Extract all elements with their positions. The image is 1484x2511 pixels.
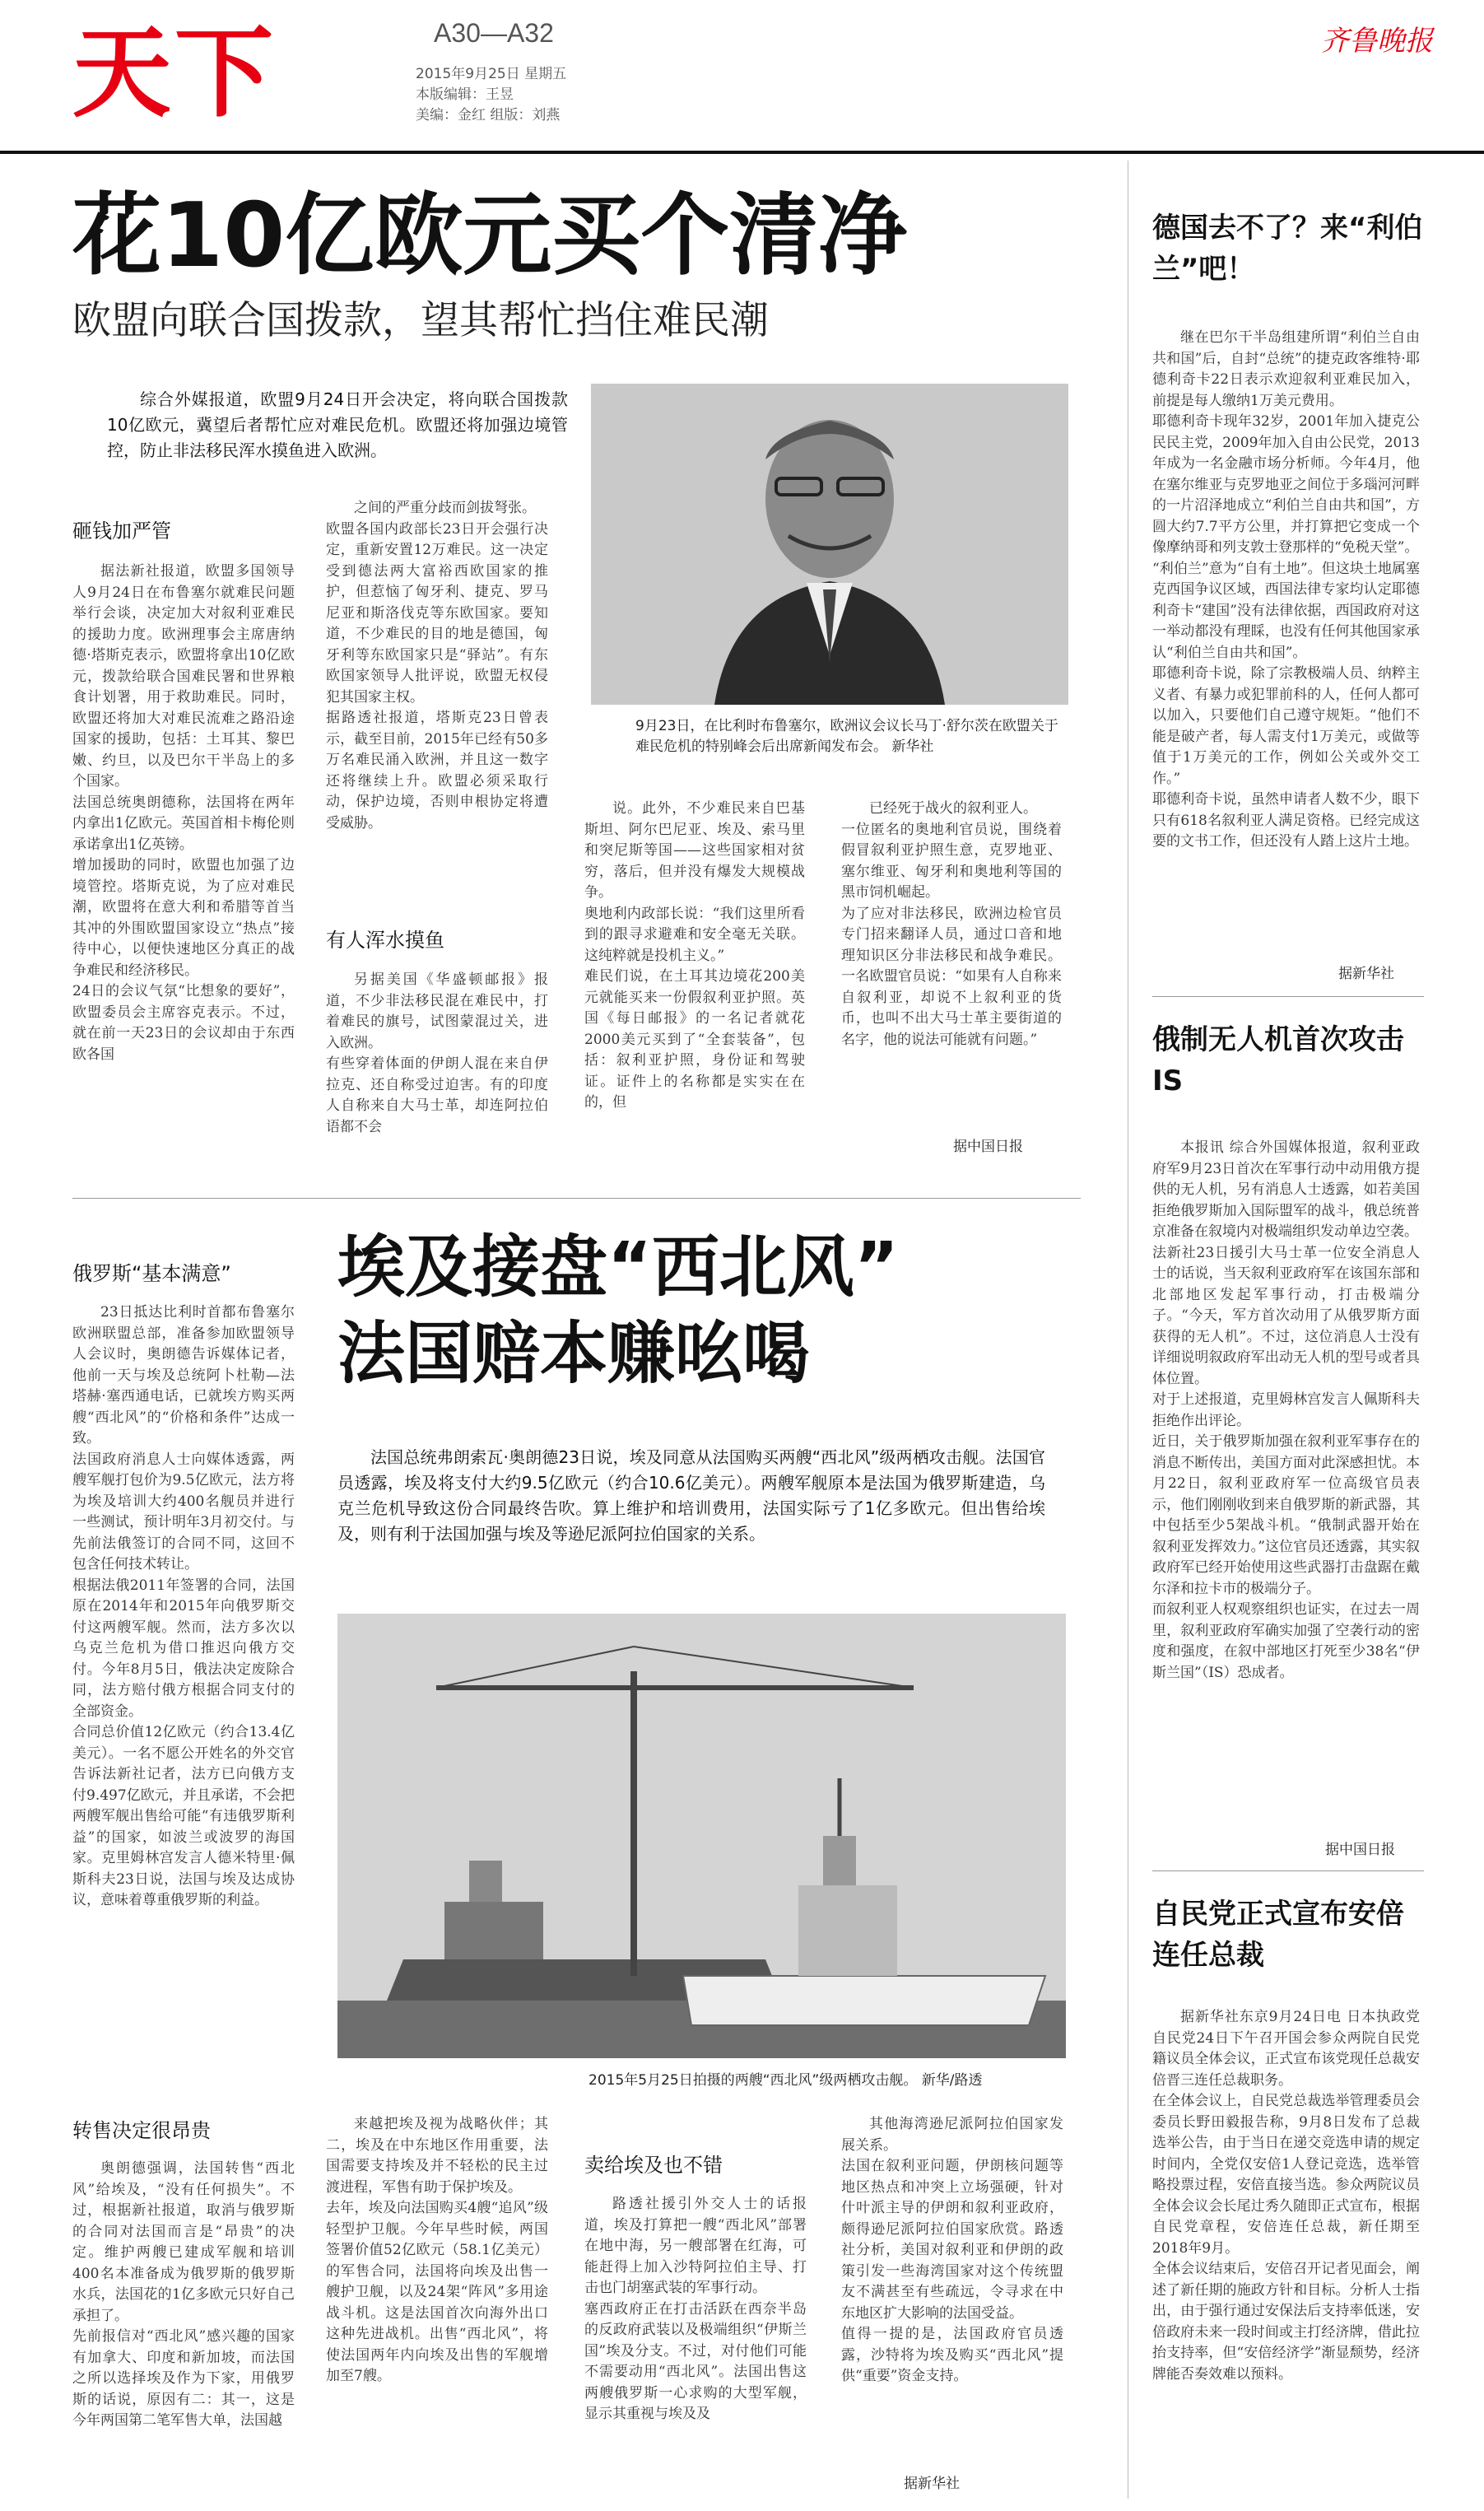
article2-column-2: 奥朗德强调，法国转售“西北风”给埃及，“没有任何损失”。不过，根据新社报道，取消与俄罗斯的合同对法国而言是“昂贵”的决定。维护两艘已建成军舰和培训400名本准备成为俄罗斯的俄罗斯水兵，法国花的1亿多欧元只好自己承担了。 先前报信对“西北风”感兴趣的国家有加拿大、印度和新加坡，而法国之所以选择埃及作为下家，用俄罗斯的话说，原因有二：其一，这是今年两国第二笔军售大单，法国越 [72, 2160, 295, 2429]
schulz-photo [591, 384, 1068, 705]
article2-title-line2: 法国赔本赚吆喝 [337, 1315, 811, 1393]
sidebar-body-3: 据新华社东京9月24日电 日本执政党自民党24日下午召开国会参众两院自民党籍议员全体会议，正式宣布该党现任总裁安倍晋三连任总裁职务。 在全体会议上，自民党总裁选举管理委员会委员长野田毅报告称，9月8日发布了总裁选举公告，由于当日在递交竞选申请的规定时间内，全党仅安倍1人登记竞选，选举管略投票过程，安倍直接当选。参众两院议员全体会议会长尾辻秀久随即正式宣布，根据自民党章程，安倍连任总裁，新任期至2018年9月。 全体会议结束后，安倍召开记者见面会，阐述了新任期的施政方针和目标。分析人士指出，由于强行通过安保法后支持率低迷，安倍政府未来一段时间或主打经济牌，借此拉抬支持率，但“安倍经济学”渐显颓势，经济牌能否奏效难以预料。 [1152, 2009, 1420, 2383]
article2-lede: 法国总统弗朗索瓦·奥朗德23日说，埃及同意从法国购买两艘“西北风”级两栖攻击舰。法国官员透露，埃及将支付大约9.5亿欧元（约合10.6亿美元）。两艘军舰原本是法国为俄罗斯建造，乌克兰危机导致这份合同最终告吹。算上维护和培训费用，法国实际亏了1亿多欧元。但出售给埃及，则有利于法国加强与埃及等逊尼派阿拉伯国家的关系。 [337, 1447, 1045, 1544]
mistral-ships-photo [337, 1614, 1066, 2058]
article1-column-3: 另据美国《华盛顿邮报》报道，不少非法移民混在难民中，打着难民的旗号，试图蒙混过关，进入欧洲。 有些穿着体面的伊朗人混在来自伊拉克、还自称受过迫害。有的印度人自称来自大马士革，却连阿拉伯语都不会 [326, 971, 548, 1135]
sidebar-source-2: 据中国日报 [1325, 1842, 1395, 1858]
sidebar-title-3: 自民党正式宣布安倍连任总裁 [1152, 1898, 1404, 1972]
article2-column-3: 来越把埃及视为战略伙伴；其二，埃及在中东地区作用重要，法国需要支持埃及并不轻松的民主过渡进程，军售有助于保护埃及。 去年，埃及向法国购买4艘“追风”级轻型护卫舰。今年早些时候，两国签署价值52亿欧元（58.1亿美元）的军售合同，法国将向埃及出售一艘护卫舰，以及24架“阵风”多用途战斗机。这是法国首次向海外出口这种先进战机。出售“西北风”，将使法国两年内向埃及出售的军舰增加至7艘。 [326, 2116, 548, 2384]
sidebar-title-1: 德国去不了？来“利伯兰”吧！ [1152, 212, 1423, 286]
article1-column-4: 说。此外，不少难民来自巴基斯坦、阿尔巴尼亚、埃及、索马里和突尼斯等国——这些国家相对贫穷，落后，但并没有爆发大规模战争。 奥地利内政部长说：“我们这里所看到的跟寻求避难和安全毫无关联。这纯粹就是投机主义。” 难民们说，在土耳其边境花200美元就能买来一份假叙利亚护照。英国《每日邮报》的一名记者就花2000美元买到了“全套装备”，包括：叙利亚护照，身份证和驾驶证。证件上的名称都是实实在在的，但 [584, 800, 805, 1111]
article1-column-5: 已经死于战火的叙利亚人。 一位匿名的奥地利官员说，围绕着假冒叙利亚护照生意，克罗地亚、塞尔维亚、匈牙利和奥地利等国的黑市饲机崛起。 为了应对非法移民，欧洲边检官员专门招来翻译人员，通过口音和地理知识区分非法移民和战争难民。一名欧盟官员说：“如果有人自称来自叙利亚，却说不上叙利亚的货币，也叫不出大马士革主要街道的名字，他的说法可能就有问题。” [841, 800, 1062, 1048]
header-rule [0, 151, 1484, 154]
page-range: A30—A32 [434, 18, 554, 48]
article2-subhead-2: 转售决定很昂贵 [72, 2119, 211, 2142]
newspaper-name: 齐鲁晚报 [1321, 25, 1433, 58]
sidebar-body-2: 本报讯 综合外国媒体报道，叙利亚政府军9月23日首次在军事行动中动用俄方提供的无人机，另有消息人士透露，如若美国拒绝俄罗斯加入国际盟军的战斗，俄总统普京准备在叙境内对极端组织发动单边空袭。 法新社23日援引大马士革一位安全消息人士的话说，当天叙利亚政府军在该国东部和北部地区发起军事行动，打击极端分子。“今天，军方首次动用了从俄罗斯方面获得的无人机”。不过，这位消息人士没有详细说明叙政府军出动无人机的型号或者具体位置。 对于上述报道，克里姆林宫发言人佩斯科夫拒绝作出评论。 近日，关于俄罗斯加强在叙利亚军事存在的消息不断传出，美国方面对此深感担忧。本月22日，叙利亚政府军一位高级官员表示，他们刚刚收到来自俄罗斯的新武器，其中包括至少5架战斗机。“俄制武器开始在叙利亚发挥效力。”这位官员还透露，其实叙政府军已经开始使用这些武器打击盘踞在戴尔泽和拉卡市的极端分子。 而叙利亚人权观察组织也证实，在过去一周里，叙利亚政府军确实加强了空袭行动的密度和强度，在叙中部地区打死至少38名“伊斯兰国”（IS）恐成者。 [1152, 1139, 1420, 1681]
article1-column-1: 据法新社报道，欧盟多国领导人9月24日在布鲁塞尔就难民问题举行会谈，决定加大对叙利亚难民的援助力度。欧洲理事会主席唐纳德·塔斯克表示，欧盟将拿出10亿欧元，拨款给联合国难民署和世界粮食计划署，用于救助难民。同时，欧盟还将加大对难民流难之路沿途国家的援助，包括：土耳其、黎巴嫩、约旦，以及巴尔干半岛上的多个国家。 法国总统奥朗德称，法国将在两年内拿出1亿欧元。英国首相卡梅伦则承诺拿出1亿英镑。 增加援助的同时，欧盟也加强了边境管控。塔斯克说，为了应对难民潮，欧盟将在意大利和希腊等首当其冲的外围欧盟国家设立“热点”接待中心，以便快速地区分真正的战争难民和经济移民。 24日的会议气氛“比想象的要好”，欧盟委员会主席容克表示。不过，就在前一天23日的会议却由于东西欧各国 [72, 563, 295, 1063]
article2-column-5: 其他海湾逊尼派阿拉伯国家发展关系。 法国在叙利亚问题，伊朗核问题等地区热点和冲突上立场强硬，针对什叶派主导的伊朗和叙利亚政府，颇得逊尼派阿拉伯国家欣赏。路透社分析，美国对叙利亚和伊朗的政策引发一些海湾国家对这个传统盟友不满甚至有些疏远，令寻求在中东地区扩大影响的法国受益。 值得一提的是，法国政府官员透露，沙特将为埃及购买“西北风”提供“重要”资金支持。 [841, 2116, 1063, 2384]
article-divider [72, 1198, 1081, 1199]
article2-source: 据新华社 [904, 2476, 960, 2492]
article2-column-4: 路透社援引外交人士的话报道，埃及打算把一艘“西北风”部署在地中海，另一艘部署在红海，可能赶得上加入沙特阿拉伯主导、打击也门胡塞武装的军事行动。 塞西政府正在打击活跃在西奈半岛的反政府武装以及极端组织“伊斯兰国”埃及分支。不过，对付他们可能不需要动用“西北风”。法国出售这两艘俄罗斯一心求购的大型军舰，显示其重视与埃及及 [584, 2196, 807, 2422]
issue-editor: 本版编辑：王昱 [416, 86, 514, 103]
article1-subhead-2: 有人浑水摸鱼 [326, 929, 444, 952]
sidebar-title-2: 俄制无人机首次攻击IS [1152, 1023, 1404, 1097]
article2-subhead-3: 卖给埃及也不错 [584, 2154, 723, 2177]
article1-subtitle: 欧盟向联合国拨款，望其帮忙挡住难民潮 [72, 298, 769, 343]
sidebar-source-1: 据新华社 [1338, 966, 1394, 982]
article1-title: 花10亿欧元买个清净 [72, 184, 908, 287]
sidebar-rule-2 [1152, 1870, 1424, 1871]
issue-info [416, 64, 566, 126]
sidebar-body-1: 继在巴尔干半岛组建所谓“利伯兰自由共和国”后，自封“总统”的捷克政客维特·耶德利奇卡22日表示欢迎叙利亚难民加入，前提是每人缴纳1万美元费用。 耶德利奇卡现年32岁，2001年加入捷克公民民主党，2009年加入自由公民党，2013年成为一名金融市场分析师。今年4月，他在塞尔维亚与克罗地亚之间位于多瑙河河畔的一片沼泽地成立“利伯兰自由共和国”，方圆大约7.7平方公里，并打算把它变成一个像摩纳哥和列支敦士登那样的“免税天堂”。 “利伯兰”意为“自有土地”。但这块土地属塞克西国争议区域，西国法律专家均认定耶德利奇卡“建国”没有法律依据，西国政府对这一举动都没有理睬，也没有任何其他国家承认“利伯兰自由共和国”。 耶德利奇卡说，除了宗教极端人员、纳粹主义者、有暴力或犯罪前科的人，任何人都可以加入，只要他们自己遵守规矩。“他们不能是破产者，每人需支付1万美元，或做等值于1万美元的工作，例如公关或外交工作。” 耶德利奇卡说，虽然申请者人数不少，眼下只有618名叙利亚人满足资格。已经完成这要的文书工作，但还没有人踏上这片土地。 [1152, 329, 1420, 850]
article1-source: 据中国日报 [953, 1139, 1023, 1155]
section-logo: 天下 [72, 16, 277, 131]
article1-subhead-1: 砸钱加严管 [72, 519, 171, 543]
article2-subhead-1: 俄罗斯“基本满意” [72, 1262, 231, 1285]
article1-lede: 综合外媒报道，欧盟9月24日开会决定，将向联合国拨款10亿欧元，冀望后者帮忙应对难民危机。欧盟还将加强边境管控，防止非法移民浑水摸鱼进入欧洲。 [107, 389, 568, 460]
article2-column-1: 23日抵达比利时首都布鲁塞尔欧洲联盟总部，准备参加欧盟领导人会议时，奥朗德告诉媒体记者，他前一天与埃及总统阿卜杜勒—法塔赫·塞西通电话，已就埃方购买两艘“西北风”的“价格和条件”达成一致。 法国政府消息人士向媒体透露，两艘军舰打包价为9.5亿欧元，法方将为埃及培训大约400名舰员并进行一些测试，预计明年3月初交付。与先前法俄签订的合同不同，这回不包含任何技术转让。 根据法俄2011年签署的合同，法国原在2014年和2015年向俄罗斯交付这两艘军舰。然而，法方多次以乌克兰危机为借口推迟向俄方交付。今年8月5日，俄法决定废除合同，法方赔付俄方根据合同支付的全部资金。 合同总价值12亿欧元（约合13.4亿美元）。一名不愿公开姓名的外交官告诉法新社记者，法方已向俄方支付9.497亿欧元，并且承诺，不会把两艘军舰出售给可能“有违俄罗斯利益”的国家，如波兰或波罗的海国家。克里姆林宫发言人德米特里·佩斯科夫23日说，法国与埃及达成协议，意味着尊重俄罗斯的利益。 [72, 1304, 295, 1908]
issue-design: 美编：金红 组版：刘燕 [416, 107, 561, 123]
sidebar-rule-1 [1152, 996, 1424, 997]
article1-column-2: 之间的严重分歧而剑拔弩张。 欧盟各国内政部长23日开会强行决定，重新安置12万难民。这一决定受到德法两大富裕西欧国家的推护，但惹恼了匈牙利、捷克、罗马尼亚和斯洛伐克等东欧国家。要知道，不少难民的目的地是德国，匈牙利等东欧国家只是“驿站”。有东欧国家领导人批评说，欧盟无权侵犯其国家主权。 据路透社报道，塔斯克23日曾表示，截至目前，2015年已经有50多万名难民涌入欧洲，并且这一数字还将继续上升。欧盟必须采取行动，保护边境，否则申根协定将遭受威胁。 [326, 500, 548, 832]
schulz-photo-caption: 9月23日，在比利时布鲁塞尔，欧洲议会议长马丁·舒尔茨在欧盟关于难民危机的特别峰会后出席新闻发布会。 新华社 [635, 718, 1058, 755]
issue-date: 2015年9月25日 星期五 [416, 66, 567, 82]
article2-title-line1: 埃及接盘“西北风” [337, 1228, 899, 1307]
mistral-photo-caption: 2015年5月25日拍摄的两艘“西北风”级两栖攻击舰。 新华/路透 [588, 2072, 983, 2089]
